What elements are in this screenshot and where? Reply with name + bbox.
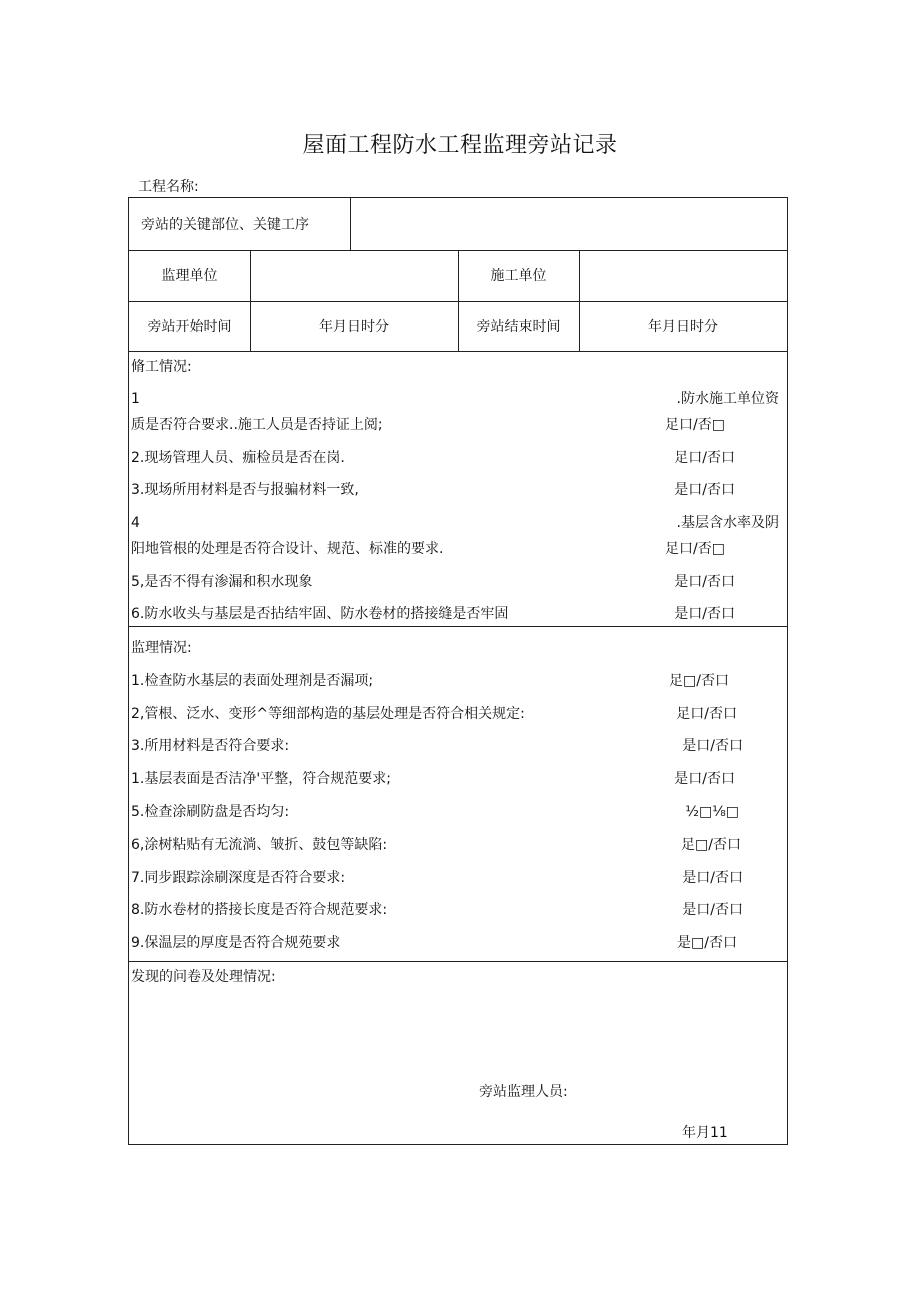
construction-item: 质是否符合要求..施工人员是否持证上阅; xyxy=(131,417,383,433)
construction-item: 3.现场所用材料是否与报骗材料一致, xyxy=(131,482,359,498)
construction-check: 是口/否口 xyxy=(674,574,735,590)
row-divider xyxy=(129,351,787,352)
supervision-item: 2,管根、泛水、变形^等细部构造的基层处理是否符合相关规定: xyxy=(131,706,525,722)
supervision-check: 是口/否口 xyxy=(682,870,743,886)
supervision-unit-label: 监理单位 xyxy=(161,268,218,284)
construction-unit-label: 施工单位 xyxy=(490,268,547,284)
key-position-label: 旁站的关键部位、关键工序 xyxy=(141,217,309,233)
supervision-item: 7.同步跟踪涂刷深度是否符合要求: xyxy=(131,870,346,886)
end-time-value: 年月日时分 xyxy=(648,319,718,335)
project-name-label: 工程名称: xyxy=(138,179,199,195)
construction-item: 2.现场管理人员、痂检员是否在岗. xyxy=(131,450,345,466)
date-label: 年月11 xyxy=(682,1125,728,1141)
document-title: 屋面工程防水工程监理旁站记录 xyxy=(302,133,618,158)
supervision-check: 是口/否口 xyxy=(674,771,735,787)
construction-check: 足口/否□ xyxy=(665,541,725,557)
supervision-check: 是口/否口 xyxy=(682,738,743,754)
supervisor-staff-label: 旁站监理人员: xyxy=(479,1084,568,1100)
supervision-item: 8.防水卷材的搭接长度是否符合规范要求: xyxy=(131,902,388,918)
construction-item: 1 xyxy=(131,391,140,407)
section-divider xyxy=(129,961,787,962)
supervision-item: 9.保温层的厚度是否符合规苑要求 xyxy=(131,935,341,951)
construction-check: 是口/否口 xyxy=(674,606,735,622)
construction-check: 足口/否口 xyxy=(674,450,735,466)
supervision-check: 是□/否口 xyxy=(677,935,737,951)
construction-item: 4 xyxy=(131,515,140,531)
end-time-label: 旁站结束时间 xyxy=(476,319,561,335)
construction-item: 6.防水收头与基层是否拈结牢固、防水卷材的搭接缝是否牢固 xyxy=(131,606,509,622)
supervision-item: 5.检查涂刷防盘是否均匀: xyxy=(131,804,290,820)
supervision-item: 6,涂树粘贴有无流淌、皱折、鼓包等缺陷: xyxy=(131,837,388,853)
construction-check: 足口/否□ xyxy=(665,417,725,433)
record-table xyxy=(128,197,788,1145)
column-divider xyxy=(350,198,351,250)
supervision-item: 3.所用材料是否符合要求: xyxy=(131,738,290,754)
supervision-check: 足□/否口 xyxy=(681,837,741,853)
section-divider xyxy=(129,626,787,627)
supervision-check: ½□⅛□ xyxy=(685,804,739,820)
construction-heading: 脩工情况: xyxy=(131,359,192,375)
findings-heading: 发现的问卷及处理情况: xyxy=(131,969,276,985)
construction-check: .基层含水率及阴 xyxy=(676,515,779,531)
supervision-heading: 监理情况: xyxy=(131,640,192,656)
construction-check: 是口/否口 xyxy=(674,482,735,498)
supervision-check: 足口/否口 xyxy=(676,706,737,722)
supervision-item: 1.基层表面是否洁净'平整，符合规范要求; xyxy=(131,771,391,787)
supervision-item: 1.检查防水基层的表面处理剂是否漏项; xyxy=(131,673,374,689)
supervision-check: 是口/否口 xyxy=(682,902,743,918)
supervision-check: 足□/否口 xyxy=(669,673,729,689)
start-time-label: 旁站开始时间 xyxy=(147,319,232,335)
start-time-value: 年月日时分 xyxy=(319,319,389,335)
construction-item: 5,是否不得有渗漏和积水现象 xyxy=(131,574,313,590)
construction-check: .防水施工单位资 xyxy=(676,391,779,407)
construction-item: 阳地管根的处理是否符合设计、规范、标准的要求. xyxy=(131,541,444,557)
